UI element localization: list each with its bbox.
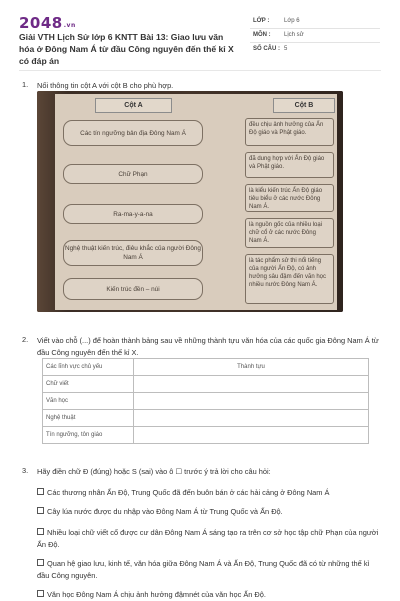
class-value: Lớp 6 — [284, 18, 300, 24]
table-cell-field: Nghệ thuật — [43, 410, 134, 427]
q1-number: 1. — [22, 80, 29, 89]
q3-option-text: Văn học Đông Nam Á chịu ảnh hưởng đậmnét của văn học Ấn Độ. — [47, 590, 266, 599]
q2-text: Viết vào chỗ (...) để hoàn thành bảng sau về những thành tựu văn hóa của các quốc gia Đông Nam Á từ đầu Công nguyên đến thế kỉ X. — [37, 336, 379, 357]
logo-suffix: .vn — [63, 22, 76, 29]
subject-label: MÔN : — [253, 32, 271, 38]
q3-text: Hãy điền chữ Đ (đúng) hoặc S (sai) vào ô ☐ trước ý trả lời cho câu hỏi: — [37, 467, 271, 476]
header-divider — [19, 70, 381, 71]
table-cell-answer[interactable] — [134, 410, 369, 427]
q3-option — [37, 487, 382, 499]
q3-option — [37, 527, 382, 551]
column-a-item: Chữ Phạn — [63, 164, 203, 184]
column-b-header: Cột B — [273, 98, 335, 113]
table-row — [43, 427, 369, 444]
column-b-item: đã dung hợp với Ấn Độ giáo và Phật giáo. — [245, 152, 334, 178]
table-row — [43, 410, 369, 427]
table-header-achievement: Thành tựu — [134, 359, 369, 376]
matching-exercise-photo — [37, 91, 343, 312]
table-row — [43, 376, 369, 393]
column-a-item: Nghệ thuật kiến trúc, điêu khắc của người Đông Nam Á — [63, 240, 203, 266]
column-a-item: Các tín ngưỡng bản địa Đông Nam Á — [63, 120, 203, 146]
table-header-row — [43, 359, 369, 376]
answer-checkbox[interactable] — [37, 528, 44, 535]
q3-option-text: Quan hệ giao lưu, kinh tế, văn hóa giữa Đông Nam Á và Ấn Độ, Trung Quốc đã có từ những thế kỉ đầu Công nguyên. — [37, 559, 370, 580]
achievements-table — [42, 358, 369, 444]
q3-option — [37, 506, 382, 518]
column-b-item: là kiểu kiến trúc Ấn Độ giáo tiêu biểu ở các nước Đông Nam Á. — [245, 184, 334, 212]
table-row — [43, 393, 369, 410]
subject-value: Lịch sử — [284, 32, 304, 38]
site-logo[interactable] — [19, 14, 76, 32]
q3-option — [37, 558, 382, 582]
question-count-label: SỐ CÂU : — [253, 46, 280, 52]
q3-option-text: Các thương nhân Ấn Độ, Trung Quốc đã đến buôn bán ở các hải cảng ở Đông Nam Á — [47, 488, 330, 497]
page-title: Giải VTH Lịch Sử lớp 6 KNTT Bài 13: Giao lưu văn hóa ở Đông Nam Á từ đầu Công nguyên đến thế kỉ X có đáp án — [19, 32, 234, 66]
column-a-item: Ra-ma-y-a-na — [63, 204, 203, 224]
logo-text: 2048 — [19, 14, 63, 32]
column-b-item: đều chịu ảnh hưởng của Ấn Độ giáo và Phật giáo. — [245, 118, 334, 146]
q3-number: 3. — [22, 466, 29, 475]
table-cell-answer[interactable] — [134, 427, 369, 444]
table-cell-answer[interactable] — [134, 376, 369, 393]
q3-option — [37, 589, 382, 601]
answer-checkbox[interactable] — [37, 559, 44, 566]
meta-divider — [250, 28, 380, 29]
table-cell-field: Chữ viết — [43, 376, 134, 393]
column-b-item: là nguồn gốc của nhiều loại chữ cổ ở các nước Đông Nam Á. — [245, 218, 334, 248]
column-b-item: là tác phẩm sử thi nổi tiếng của người Ấn Độ, có ảnh hưởng sâu đậm đến văn học nhiều nước Đông Nam Á. — [245, 254, 334, 304]
q3-option-text: Cây lúa nước được du nhập vào Đông Nam Á từ Trung Quốc và Ấn Độ. — [47, 507, 283, 516]
answer-checkbox[interactable] — [37, 590, 44, 597]
question-count-value: 5 — [284, 46, 288, 52]
class-label: LỚP : — [253, 18, 270, 24]
q2-number: 2. — [22, 335, 29, 344]
table-cell-answer[interactable] — [134, 393, 369, 410]
table-cell-field: Tín ngưỡng, tôn giáo — [43, 427, 134, 444]
column-a-header: Cột A — [95, 98, 172, 113]
answer-checkbox[interactable] — [37, 488, 44, 495]
meta-divider — [250, 42, 380, 43]
worksheet-paper — [55, 94, 337, 310]
column-a-item: Kiến trúc đền – núi — [63, 278, 203, 300]
table-header-field: Các lĩnh vực chủ yếu — [43, 359, 134, 376]
q3-option-text: Nhiều loại chữ viết cổ được cư dân Đông Nam Á sáng tạo ra trên cơ sở học tập chữ Phạn của người Ấn Độ. — [37, 528, 379, 549]
answer-checkbox[interactable] — [37, 507, 44, 514]
q1-text: Nối thông tin cột A với cột B cho phù hợp. — [37, 81, 174, 90]
table-cell-field: Văn học — [43, 393, 134, 410]
